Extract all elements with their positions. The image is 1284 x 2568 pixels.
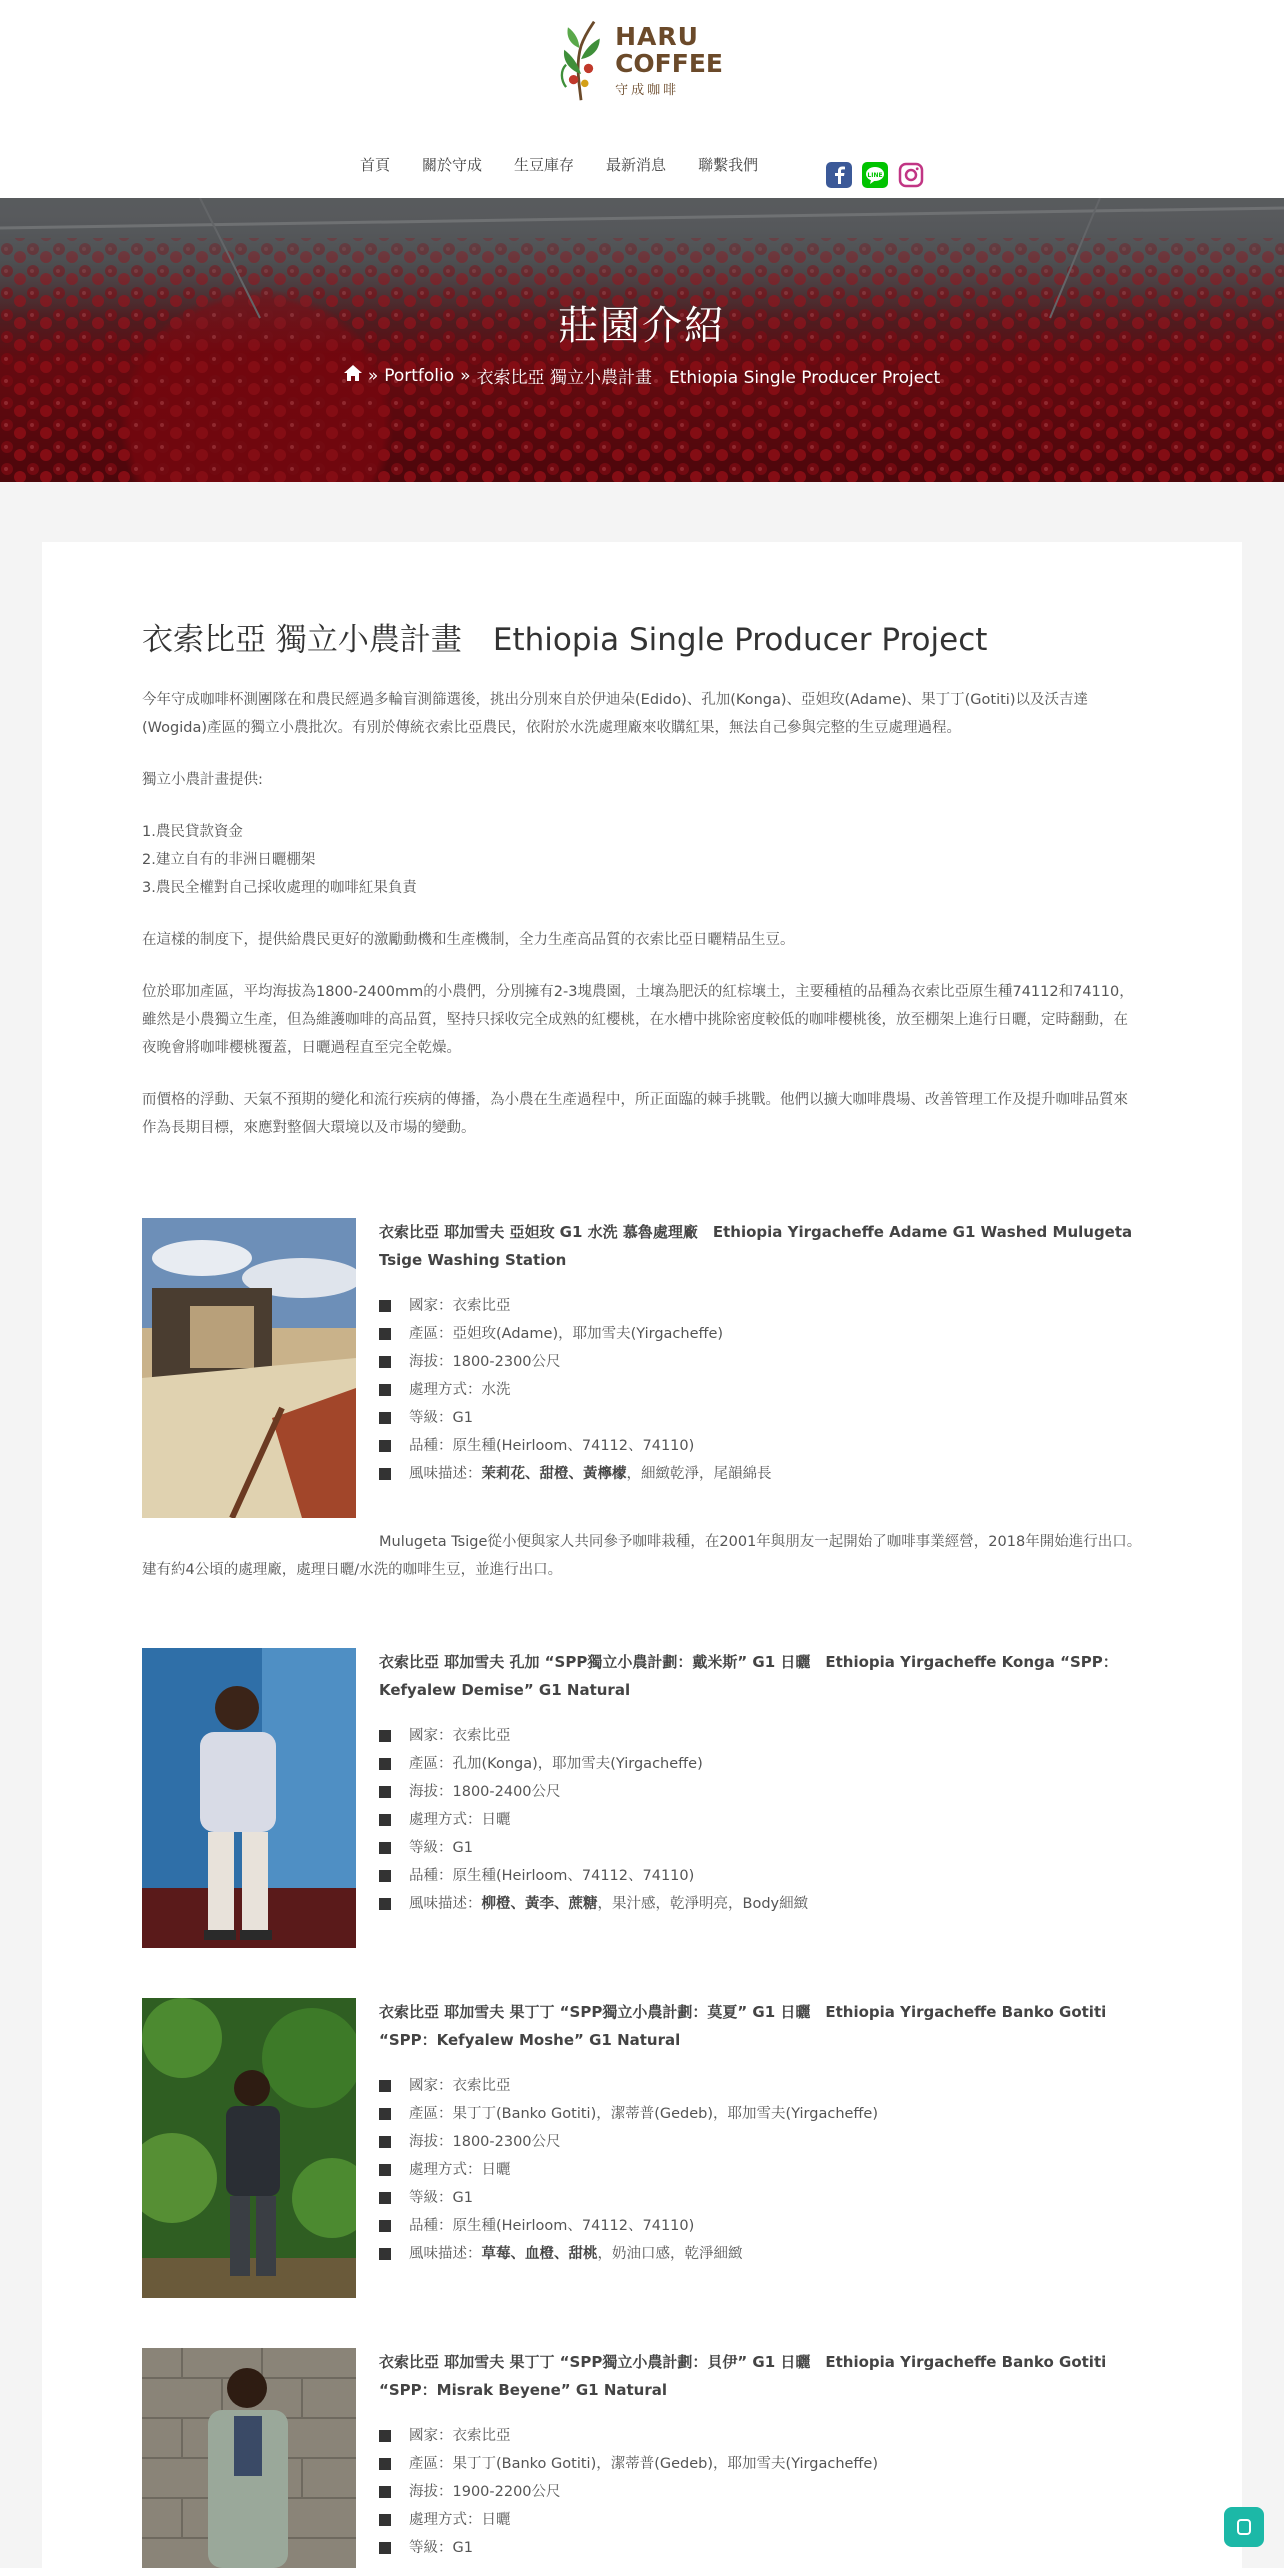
spec-row [379,2156,1142,2184]
spec-region: 產區：果丁丁(Banko Gotiti)，潔蒂普(Gedeb)，耶加雪夫(Yirgacheffe) [409,2456,879,2472]
article-body [142,620,1142,1142]
bullet-square-icon [379,2192,391,2204]
spec-row [379,1722,1142,1750]
floating-chat-button[interactable] [1224,2507,1264,2547]
spec-process: 處理方式：日曬 [409,2512,511,2528]
provides-item: 1.農民貸款資金 [142,824,243,840]
breadcrumb-separator: » [460,365,471,386]
spec-grade: 等級：G1 [409,1840,473,1856]
bullet-square-icon [379,1328,391,1340]
site-header [0,0,1284,198]
social-links [826,162,924,188]
product-photo-farmer [142,1998,356,2298]
product-info [379,1648,1142,1918]
page-title: 莊園介紹 [558,303,726,349]
spec-row [379,1750,1142,1778]
spec-row [379,2450,1142,2478]
coffee-branch-logo-icon [553,15,609,105]
spec-grade: 等級：G1 [409,2540,473,2556]
spec-row [379,1890,1142,1918]
bullet-square-icon [379,1786,391,1798]
nav-about[interactable]: 關於守成 [422,156,483,174]
spec-flavor-rest: ，細緻乾淨，尾韻綿長 [626,1466,772,1482]
spec-row [379,1376,1142,1404]
bullet-square-icon [379,2248,391,2260]
spec-flavor-label: 風味描述： [409,1466,482,1482]
bullet-square-icon [379,2486,391,2498]
breadcrumb-portfolio[interactable]: Portfolio [384,365,455,386]
spec-process: 處理方式：日曬 [409,2162,511,2178]
spec-row [379,2100,1142,2128]
page-hero-banner [0,198,1284,482]
spec-row [379,2072,1142,2100]
bullet-square-icon [379,2458,391,2470]
spec-country: 國家：衣索比亞 [409,2078,511,2094]
bullet-square-icon [379,1758,391,1770]
spec-flavor-notes: 茉莉花、甜橙、黃檸檬 [481,1466,627,1482]
spec-row [379,1348,1142,1376]
logo-text-haru: HARU [615,21,699,51]
spec-flavor-rest: ，奶油口感，乾淨細緻 [597,2246,743,2262]
product-info [379,1998,1142,2268]
spec-region: 產區：孔加(Konga)，耶加雪夫(Yirgacheffe) [409,1756,703,1772]
bullet-square-icon [379,1384,391,1396]
product-info [379,2348,1142,2562]
spec-grade: 等級：G1 [409,2190,473,2206]
spec-row [379,1292,1142,1320]
spec-country: 國家：衣索比亞 [409,1728,511,1744]
spec-row [379,1320,1142,1348]
bullet-square-icon [379,1842,391,1854]
bullet-square-icon [379,1898,391,1910]
spec-flavor-rest: ，果汁感，乾淨明亮，Body細緻 [597,1896,809,1912]
article-intro: 今年守成咖啡杯測團隊在和農民經過多輪盲測篩選後，挑出分別來自於伊迪朵(Edido)、孔加(Konga)、亞妲玫(Adame)、果丁丁(Gotiti)以及沃吉達(Wogida)產區的獨立小農批次。有別於傳統衣索比亞農民，依附於水洗處理廠來收購紅果，無法自己參與完整的生豆處理過程。 [142,692,1088,736]
spec-process: 處理方式：水洗 [409,1382,511,1398]
bullet-square-icon [379,2514,391,2526]
provides-item: 3.農民全權對自己採收處理的咖啡紅果負責 [142,880,417,896]
chat-icon [1236,2518,1252,2536]
spec-row [379,2240,1142,2268]
spec-flavor-label: 風味描述： [409,2246,482,2262]
breadcrumb-separator: » [367,365,379,386]
spec-row [379,1404,1142,1432]
product-title: 衣索比亞 耶加雪夫 果丁丁 “SPP獨立小農計劃：莫夏” G1 日曬 Ethiopia Yirgacheffe Banko Gotiti “SPP：Kefyalew Moshe” G1 Natural [379,2003,1107,2049]
spec-row [379,2212,1142,2240]
spec-country: 國家：衣索比亞 [409,1298,511,1314]
spec-row [379,1862,1142,1890]
nav-stock[interactable]: 生豆庫存 [514,156,575,174]
spec-flavor-notes: 柳橙、黃李、蔗糖 [481,1896,598,1912]
line-icon[interactable] [862,162,888,188]
bullet-square-icon [379,1440,391,1452]
content-card [42,542,1242,2568]
nav-home[interactable]: 首頁 [360,156,391,174]
spec-variety: 品種：原生種(Heirloom、74112、74110) [409,1868,695,1884]
article-paragraph: 位於耶加產區，平均海拔為1800-2400mm的小農們，分別擁有2-3塊農園，土壤為肥沃的紅棕壤土，主要種植的品種為衣索比亞原生種74112和74110，雖然是小農獨立生產，但為維護咖啡的高品質，堅持只採收完全成熟的紅櫻桃，在水槽中挑除密度較低的咖啡櫻桃後，放至棚架上進行日曬，定時翻動，在夜晚會將咖啡櫻桃覆蓋，日曬過程直至完全乾燥。 [142,984,1134,1056]
logo-text-chinese: 守成咖啡 [615,82,680,98]
spec-row [379,2506,1142,2534]
spec-country: 國家：衣索比亞 [409,2428,511,2444]
spec-variety: 品種：原生種(Heirloom、74112、74110) [409,1438,695,1454]
product-photo-farmer [142,2348,356,2568]
bullet-square-icon [379,1356,391,1368]
nav-contact[interactable]: 聯繫我們 [698,156,759,174]
provides-item: 2.建立自有的非洲日曬棚架 [142,852,316,868]
bullet-square-icon [379,1814,391,1826]
spec-row [379,2534,1142,2562]
product-title: 衣索比亞 耶加雪夫 亞妲玫 G1 水洗 慕魯處理廠 Ethiopia Yirgacheffe Adame G1 Washed Mulugeta Tsige Washing Station [379,1223,1133,1269]
bullet-square-icon [379,1468,391,1480]
spec-row [379,2478,1142,2506]
bullet-square-icon [379,2220,391,2232]
spec-row [379,1778,1142,1806]
product-title: 衣索比亞 耶加雪夫 果丁丁 “SPP獨立小農計劃：貝伊” G1 日曬 Ethiopia Yirgacheffe Banko Gotiti “SPP：Misrak Beyene” G1 Natural [379,2353,1107,2399]
spec-row [379,1432,1142,1460]
spec-flavor-notes: 草莓、血橙、甜桃 [481,2246,598,2262]
product-photo-washing-station [142,1218,356,1518]
breadcrumb-current: 衣索比亞 獨立小農計畫 Ethiopia Single Producer Project [476,368,941,388]
bullet-square-icon [379,2136,391,2148]
main-nav [360,154,790,175]
product-title: 衣索比亞 耶加雪夫 孔加 “SPP獨立小農計劃：戴米斯” G1 日曬 Ethiopia Yirgacheffe Konga “SPP：Kefyalew Demise” G1 Natural [379,1653,1118,1699]
bullet-square-icon [379,2080,391,2092]
bullet-square-icon [379,1730,391,1742]
spec-process: 處理方式：日曬 [409,1812,511,1828]
product-photo-farmer [142,1648,356,1948]
spec-altitude: 海拔：1800-2300公尺 [409,2134,561,2150]
spec-variety: 品種：原生種(Heirloom、74112、74110) [409,2218,695,2234]
spec-row [379,2422,1142,2450]
spec-altitude: 海拔：1900-2200公尺 [409,2484,561,2500]
bullet-square-icon [379,1412,391,1424]
spec-region: 產區：亞妲玫(Adame)，耶加雪夫(Yirgacheffe) [409,1326,724,1342]
spec-row [379,2184,1142,2212]
nav-news[interactable]: 最新消息 [606,156,667,174]
article-paragraph: 在這樣的制度下，提供給農民更好的激勵動機和生產機制，全力生產高品質的衣索比亞日曬精品生豆。 [142,932,795,948]
spec-flavor-label: 風味描述： [409,1896,482,1912]
svg-text:LINE: LINE [867,172,883,179]
logo-text-coffee: COFFEE [615,48,723,78]
bullet-square-icon [379,1870,391,1882]
home-icon[interactable] [344,365,362,386]
product-description: Mulugeta Tsige從小便與家人共同參予咖啡栽種，在2001年與朋友一起開始了咖啡事業經營，2018年開始進行出口。建有約4公頃的處理廠，處理日曬/水洗的咖啡生豆，並進行出口。 [142,1534,1142,1578]
spec-row [379,1460,1142,1488]
breadcrumb [0,363,1284,388]
bullet-square-icon [379,2164,391,2176]
instagram-icon[interactable] [898,162,924,188]
site-logo[interactable] [553,14,723,106]
spec-row [379,1834,1142,1862]
article-paragraph: 而價格的浮動、天氣不預期的變化和流行疾病的傳播，為小農在生產過程中，所正面臨的棘手挑戰。他們以擴大咖啡農場、改善管理工作及提升咖啡品質來作為長期目標，來應對整個大環境以及市場的變動。 [142,1092,1128,1136]
provides-label: 獨立小農計畫提供: [142,772,263,788]
bullet-square-icon [379,2108,391,2120]
article-title: 衣索比亞 獨立小農計畫 Ethiopia Single Producer Project [142,622,988,658]
spec-row [379,1806,1142,1834]
spec-altitude: 海拔：1800-2300公尺 [409,1354,561,1370]
spec-altitude: 海拔：1800-2400公尺 [409,1784,561,1800]
spec-row [379,2128,1142,2156]
bullet-square-icon [379,2430,391,2442]
facebook-icon[interactable] [826,162,852,188]
spec-region: 產區：果丁丁(Banko Gotiti)，潔蒂普(Gedeb)，耶加雪夫(Yirgacheffe) [409,2106,879,2122]
product-info [379,1218,1142,1488]
bullet-square-icon [379,2542,391,2554]
spec-grade: 等級：G1 [409,1410,473,1426]
bullet-square-icon [379,1300,391,1312]
